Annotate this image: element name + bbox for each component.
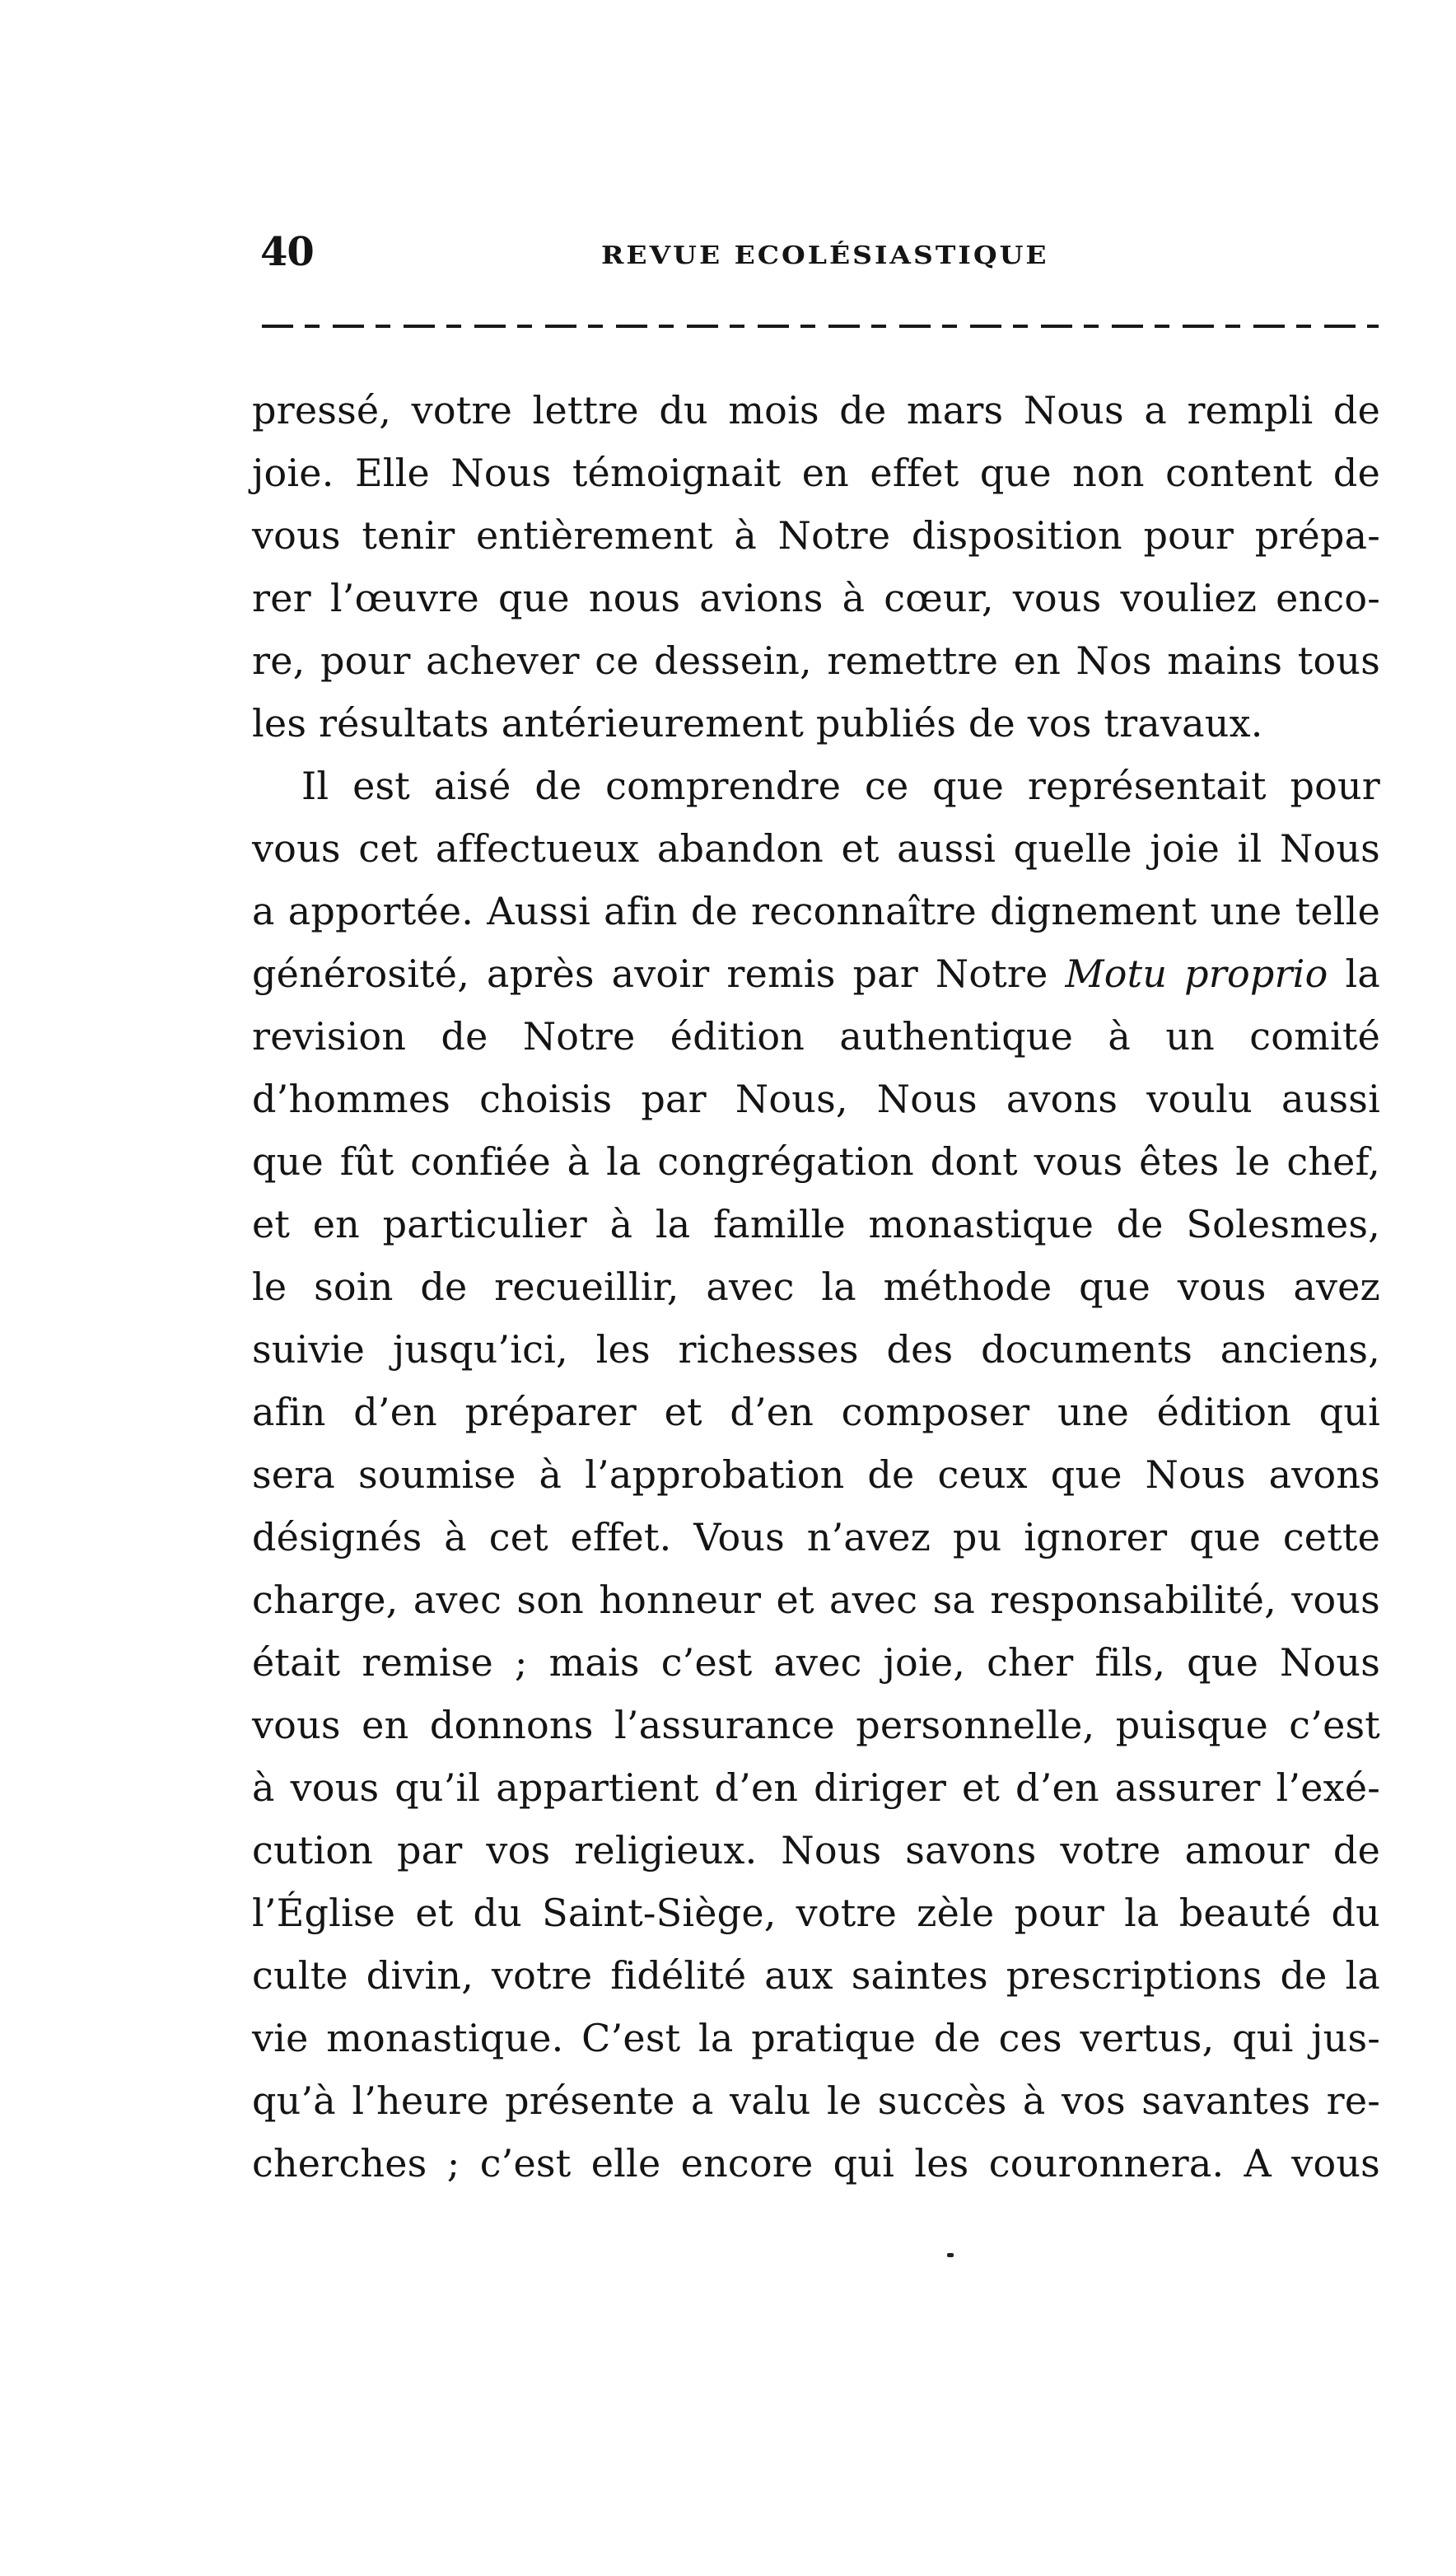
text-segment: la bbox=[1345, 951, 1380, 996]
text-line: l’Église et du Saint-Siège, votre zèle pour la beauté du bbox=[252, 1891, 1380, 1935]
text-line: que fût confiée à la congrégation dont vous êtes le chef, bbox=[252, 1139, 1380, 1184]
body-text bbox=[252, 379, 1380, 2195]
text-line: sera soumise à l’approbation de ceux que Nous avons bbox=[252, 1452, 1380, 1497]
text-line bbox=[252, 942, 1380, 1005]
header-rule bbox=[262, 325, 1379, 328]
text-line: qu’à l’heure présente a valu le succès à vos savantes re- bbox=[252, 2078, 1380, 2123]
italic-phrase: Motu proprio bbox=[1065, 951, 1328, 996]
text-line: vous cet affectueux abandon et aussi quelle joie il Nous bbox=[252, 826, 1380, 871]
text-line: désignés à cet effet. Vous n’avez pu ignorer que cette bbox=[252, 1515, 1380, 1559]
running-head: REVUE ECOLÉSIASTIQUE bbox=[601, 241, 1049, 270]
text-line: a apportée. Aussi afin de reconnaître dignement une telle bbox=[252, 889, 1380, 933]
text-line: rer l’œuvre que nous avions à cœur, vous vouliez enco- bbox=[252, 576, 1380, 620]
text-line: vous tenir entièrement à Notre disposition pour prépa- bbox=[252, 513, 1380, 558]
text-line: vie monastique. C’est la pratique de ces vertus, qui jus- bbox=[252, 2016, 1380, 2060]
text-line: cherches ; c’est elle encore qui les couronnera. A vous bbox=[252, 2141, 1380, 2186]
text-line: était remise ; mais c’est avec joie, cher fils, que Nous bbox=[252, 1640, 1380, 1685]
text-line: charge, avec son honneur et avec sa responsabilité, vous bbox=[252, 1578, 1380, 1622]
text-line: les résultats antérieurement publiés de vos travaux. bbox=[252, 701, 1263, 746]
text-line: re, pour achever ce dessein, remettre en Nos mains tous bbox=[252, 638, 1380, 683]
ink-speck bbox=[947, 2253, 954, 2257]
text-line: et en particulier à la famille monastique de Solesmes, bbox=[252, 1202, 1380, 1246]
text-line: suivie jusqu’ici, les richesses des documents anciens, bbox=[252, 1327, 1380, 1372]
text-line: à vous qu’il appartient d’en diriger et d’en assurer l’exé- bbox=[252, 1765, 1380, 1810]
text-line: d’hommes choisis par Nous, Nous avons voulu aussi bbox=[252, 1077, 1380, 1121]
text-line: le soin de recueillir, avec la méthode que vous avez bbox=[252, 1265, 1380, 1309]
text-line: joie. Elle Nous témoignait en effet que non content de bbox=[252, 451, 1380, 495]
text-line: culte divin, votre fidélité aux saintes prescriptions de la bbox=[252, 1953, 1380, 1998]
text-line: pressé, votre lettre du mois de mars Nous a rempli de bbox=[252, 388, 1380, 432]
text-line: cution par vos religieux. Nous savons votre amour de bbox=[252, 1828, 1380, 1872]
text-segment: générosité, après avoir remis par Notre bbox=[252, 951, 1048, 996]
page-number: 40 bbox=[260, 229, 314, 275]
text-line: afin d’en préparer et d’en composer une édition qui bbox=[252, 1390, 1380, 1434]
text-line: vous en donnons l’assurance personnelle, puisque c’est bbox=[252, 1703, 1380, 1747]
text-line: Il est aisé de comprendre ce que représentait pour bbox=[301, 764, 1380, 808]
text-line: revision de Notre édition authentique à un comité bbox=[252, 1014, 1380, 1059]
